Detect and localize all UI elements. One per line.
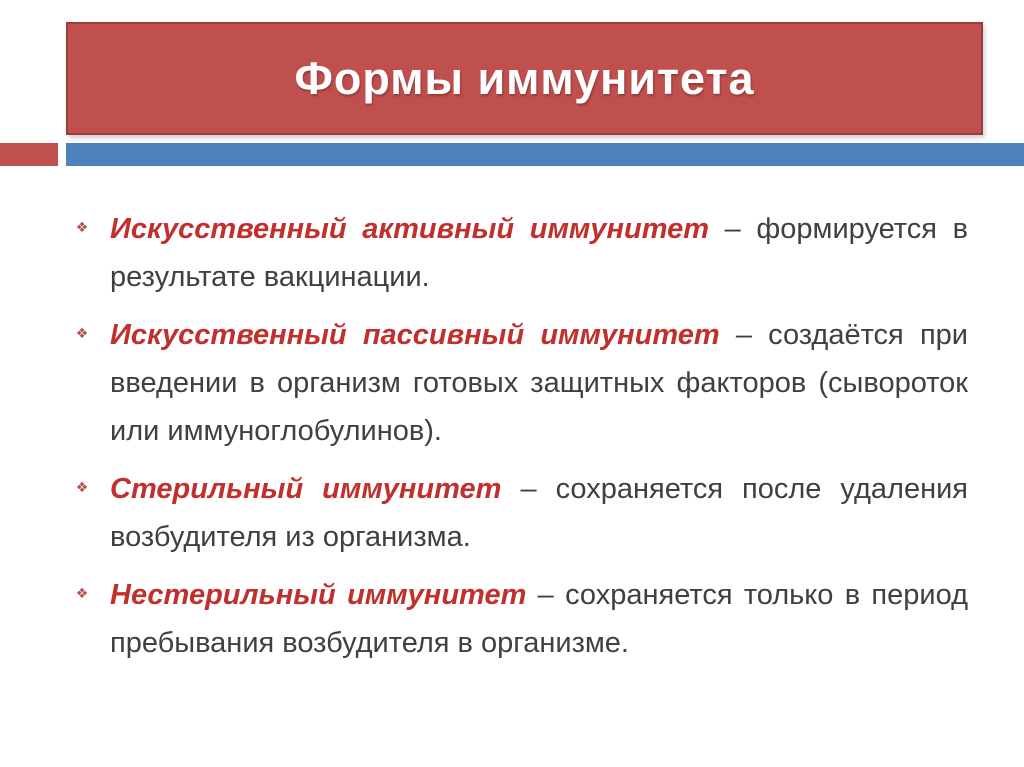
bullet-list: [70, 205, 968, 677]
bullet-term: Нестерильный иммунитет: [110, 579, 527, 611]
bullet-item: [70, 311, 968, 455]
bullet-text: – формируется в результате вакцинации.: [110, 213, 968, 293]
title-banner: [66, 22, 983, 135]
bullet-text: – сохраняется после удаления возбудителя из организма.: [110, 473, 968, 553]
bullet-text: – сохраняется только в период пребывания возбудителя в организме.: [110, 579, 969, 659]
accent-bar-blue: [66, 143, 1024, 166]
diamond-bullet-icon: ❖: [75, 219, 89, 235]
diamond-bullet-icon: ❖: [75, 325, 89, 341]
slide-title: Формы иммунитета: [294, 52, 755, 104]
diamond-bullet-icon: ❖: [75, 479, 89, 495]
diamond-bullet-icon: ❖: [75, 585, 89, 601]
bullet-item: [70, 571, 968, 667]
bullet-term: Стерильный иммунитет: [110, 473, 502, 505]
bullet-term: Искусственный пассивный иммунитет: [110, 319, 720, 351]
bullet-item: [70, 205, 968, 301]
bullet-term: Искусственный активный иммунитет: [110, 213, 710, 245]
bullet-text: – создаётся при введении в организм готовых защитных факторов (сывороток или иммуноглобулинов).: [110, 319, 968, 447]
bullet-item: [70, 465, 968, 561]
accent-bar-red: [0, 143, 58, 166]
